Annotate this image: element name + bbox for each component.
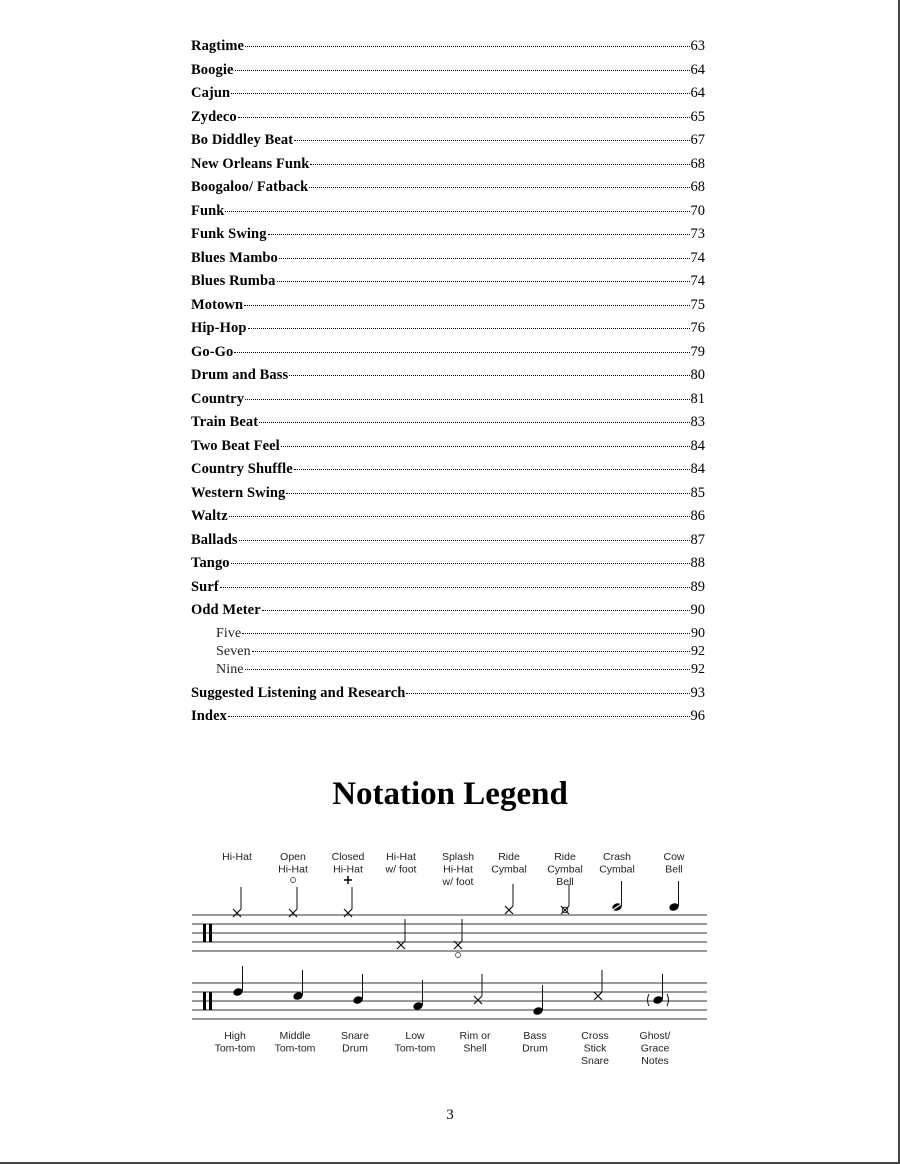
drum-label: Middle [279, 1030, 311, 1042]
toc-dot-leader [252, 650, 690, 652]
toc-entry-page: 81 [690, 390, 705, 407]
toc-entry-page: 88 [690, 555, 705, 571]
toc-entry-title: New Orleans Funk [191, 155, 310, 172]
drum-label: Ghost/ [639, 1030, 671, 1042]
drum-label: Tom-tom [274, 1042, 316, 1055]
toc-entry-page: 74 [690, 273, 705, 289]
cymbal-label: Open [280, 851, 306, 863]
toc-entry-page: 68 [690, 155, 705, 172]
toc-entry-title: Waltz [191, 508, 228, 524]
toc-dot-leader [225, 210, 689, 212]
toc-entry-title: Boogie [191, 61, 234, 78]
toc-entry-title: Drum and Bass [191, 367, 289, 383]
toc-dot-leader [279, 257, 690, 259]
toc-dot-leader [239, 539, 690, 541]
cymbal-label: w/ foot [442, 876, 474, 888]
toc-entry-title: Funk [191, 202, 225, 219]
open-mark-icon [456, 953, 461, 958]
toc-entry-page: 64 [690, 85, 705, 101]
toc-entry [191, 273, 705, 297]
toc-entry [191, 461, 705, 485]
toc-dot-leader [231, 92, 689, 94]
toc-entry-title: Western Swing [191, 484, 286, 501]
toc-entry-title: Two Beat Feel [191, 437, 280, 454]
toc-entry [191, 38, 705, 62]
cymbal-label: w/ foot [385, 863, 417, 876]
toc-entry-page: 86 [690, 508, 705, 524]
drum-label: Cross [581, 1030, 609, 1042]
cymbal-label: Cymbal [491, 863, 527, 876]
toc-entry-title: Bo Diddley Beat [191, 132, 294, 148]
toc-entry-title: Country [191, 390, 245, 407]
toc-entry-title: Motown [191, 296, 244, 313]
toc-dot-leader [245, 668, 690, 670]
cymbal-label: Bell [665, 863, 683, 876]
toc-entry-title: Country Shuffle [191, 461, 293, 477]
toc-entry [191, 532, 705, 556]
toc-entry [191, 344, 705, 368]
toc-dot-leader [294, 468, 690, 470]
ghost-paren-icon [667, 994, 669, 1006]
cymbal-label: Ride [554, 851, 576, 863]
cymbal-label: Crash [602, 851, 632, 863]
percussion-clef [203, 992, 206, 1010]
page-number: 3 [446, 1107, 454, 1123]
toc-entry-page: 90 [691, 625, 705, 641]
toc-entry-title: Blues Rumba [191, 273, 276, 289]
toc-entry-title: Hip-Hop [191, 320, 247, 336]
drum-label: Tom-tom [214, 1042, 256, 1055]
toc-entry [191, 226, 705, 250]
notation-legend-title: Notation Legend [332, 776, 568, 812]
toc-entry-title: Five [216, 625, 242, 641]
toc-dot-leader [245, 45, 689, 47]
toc-entry [191, 179, 705, 203]
toc-subentry [191, 662, 705, 680]
toc-entry [191, 250, 705, 274]
toc-entry-page: 63 [690, 38, 705, 54]
cymbal-label: Splash [441, 851, 475, 863]
toc-entry [191, 485, 705, 509]
toc-entry-title: Go-Go [191, 343, 234, 360]
drum-label: Snare [580, 1055, 610, 1067]
toc-entry-page: 79 [690, 343, 705, 360]
toc-entry-page: 87 [690, 531, 705, 548]
toc-entry-page: 80 [690, 367, 705, 383]
toc-dot-leader [277, 280, 690, 282]
cymbal-label: Cow [663, 851, 685, 863]
toc-entry-title: Nine [216, 661, 244, 677]
toc-entry-page: 93 [690, 684, 705, 701]
toc-entry [191, 391, 705, 415]
toc-entry-page: 76 [690, 320, 705, 336]
toc-entry-page: 68 [690, 179, 705, 195]
drum-label: High [224, 1030, 246, 1042]
cymbal-label: Hi-Hat [278, 863, 308, 876]
table-of-contents [191, 38, 705, 732]
toc-entry-title: Zydeco [191, 108, 237, 125]
toc-entry-page: 92 [691, 661, 705, 677]
toc-dot-leader [229, 515, 690, 517]
drum-label: Snare [340, 1030, 370, 1042]
toc-entry [191, 602, 705, 626]
toc-dot-leader [220, 586, 690, 588]
toc-dot-leader [406, 692, 689, 694]
open-mark-icon [291, 878, 296, 883]
percussion-clef [209, 924, 212, 942]
toc-entry [191, 414, 705, 438]
toc-entry-title: Train Beat [191, 414, 259, 430]
drum-label: Rim or [459, 1030, 491, 1042]
toc-entry [191, 685, 705, 709]
toc-dot-leader [234, 351, 689, 353]
drum-label: Bass [523, 1030, 547, 1042]
toc-entry [191, 367, 705, 391]
toc-entry-page: 85 [690, 484, 705, 501]
toc-entry-page: 84 [690, 461, 705, 477]
toc-entry-page: 84 [690, 437, 705, 454]
toc-dot-leader [231, 562, 690, 564]
toc-entry [191, 132, 705, 156]
drum-label: Stick [583, 1042, 607, 1055]
toc-entry [191, 438, 705, 462]
toc-entry-title: Funk Swing [191, 226, 267, 242]
toc-entry [191, 320, 705, 344]
percussion-clef [203, 924, 206, 942]
toc-dot-leader [238, 116, 690, 118]
toc-dot-leader [262, 609, 690, 611]
toc-entry-page: 73 [690, 226, 705, 242]
toc-dot-leader [228, 715, 690, 717]
toc-dot-leader [235, 69, 690, 71]
toc-entry [191, 156, 705, 180]
toc-subentry [191, 626, 705, 644]
toc-entry-page: 67 [690, 132, 705, 148]
toc-entry [191, 508, 705, 532]
toc-entry-title: Boogaloo/ Fatback [191, 179, 309, 195]
toc-entry-page: 89 [690, 578, 705, 595]
cymbal-label: Closed [331, 851, 365, 863]
toc-entry-page: 65 [690, 108, 705, 125]
toc-dot-leader [248, 327, 690, 329]
toc-entry [191, 708, 705, 732]
cymbal-label: Hi-Hat [333, 863, 363, 876]
toc-entry-page: 83 [690, 414, 705, 430]
toc-entry [191, 85, 705, 109]
toc-entry-title: Index [191, 708, 227, 724]
cymbal-label: Hi-Hat [222, 851, 252, 863]
drum-label: Shell [463, 1042, 487, 1055]
toc-dot-leader [268, 233, 690, 235]
drum-label: Drum [342, 1042, 368, 1055]
toc-dot-leader [244, 304, 689, 306]
cymbal-label: Ride [498, 851, 520, 863]
toc-dot-leader [310, 163, 689, 165]
toc-entry-title: Odd Meter [191, 602, 261, 618]
toc-entry-page: 75 [690, 296, 705, 313]
drum-label: Notes [641, 1055, 669, 1067]
cymbal-label: Bell [556, 876, 574, 888]
toc-dot-leader [309, 186, 689, 188]
drum-label: Tom-tom [394, 1042, 436, 1055]
toc-entry-title: Ragtime [191, 38, 245, 54]
toc-subentry [191, 644, 705, 662]
percussion-clef [209, 992, 212, 1010]
toc-entry-page: 64 [690, 61, 705, 78]
toc-entry [191, 579, 705, 603]
toc-entry-page: 92 [691, 643, 705, 659]
toc-entry-title: Seven [216, 643, 251, 659]
drum-label: Grace [640, 1042, 670, 1055]
cymbal-label: Cymbal [599, 863, 635, 876]
toc-entry-page: 90 [690, 602, 705, 618]
toc-dot-leader [245, 398, 689, 400]
toc-entry-page: 74 [690, 249, 705, 266]
toc-entry [191, 62, 705, 86]
toc-entry [191, 555, 705, 579]
toc-entry-title: Blues Mambo [191, 249, 278, 266]
drum-label: Drum [522, 1042, 548, 1055]
toc-dot-leader [281, 445, 690, 447]
toc-entry [191, 109, 705, 133]
notation-legend-staves [0, 840, 900, 1080]
toc-entry-page: 96 [690, 708, 705, 724]
cymbal-label: Cymbal [547, 863, 583, 876]
toc-entry-title: Suggested Listening and Research [191, 684, 406, 701]
toc-dot-leader [259, 421, 689, 423]
cymbal-label: Hi-Hat [386, 851, 416, 863]
toc-dot-leader [294, 139, 689, 141]
ghost-paren-icon [648, 994, 650, 1006]
toc-dot-leader [242, 632, 690, 634]
toc-dot-leader [289, 374, 689, 376]
toc-entry-title: Surf [191, 578, 219, 595]
toc-entry-title: Tango [191, 555, 230, 571]
toc-entry [191, 297, 705, 321]
drum-label: Low [405, 1030, 425, 1042]
toc-dot-leader [286, 492, 689, 494]
cymbal-label: Hi-Hat [443, 863, 473, 876]
toc-entry-title: Cajun [191, 85, 231, 101]
toc-entry [191, 203, 705, 227]
toc-entry-page: 70 [690, 202, 705, 219]
toc-entry-title: Ballads [191, 531, 238, 548]
